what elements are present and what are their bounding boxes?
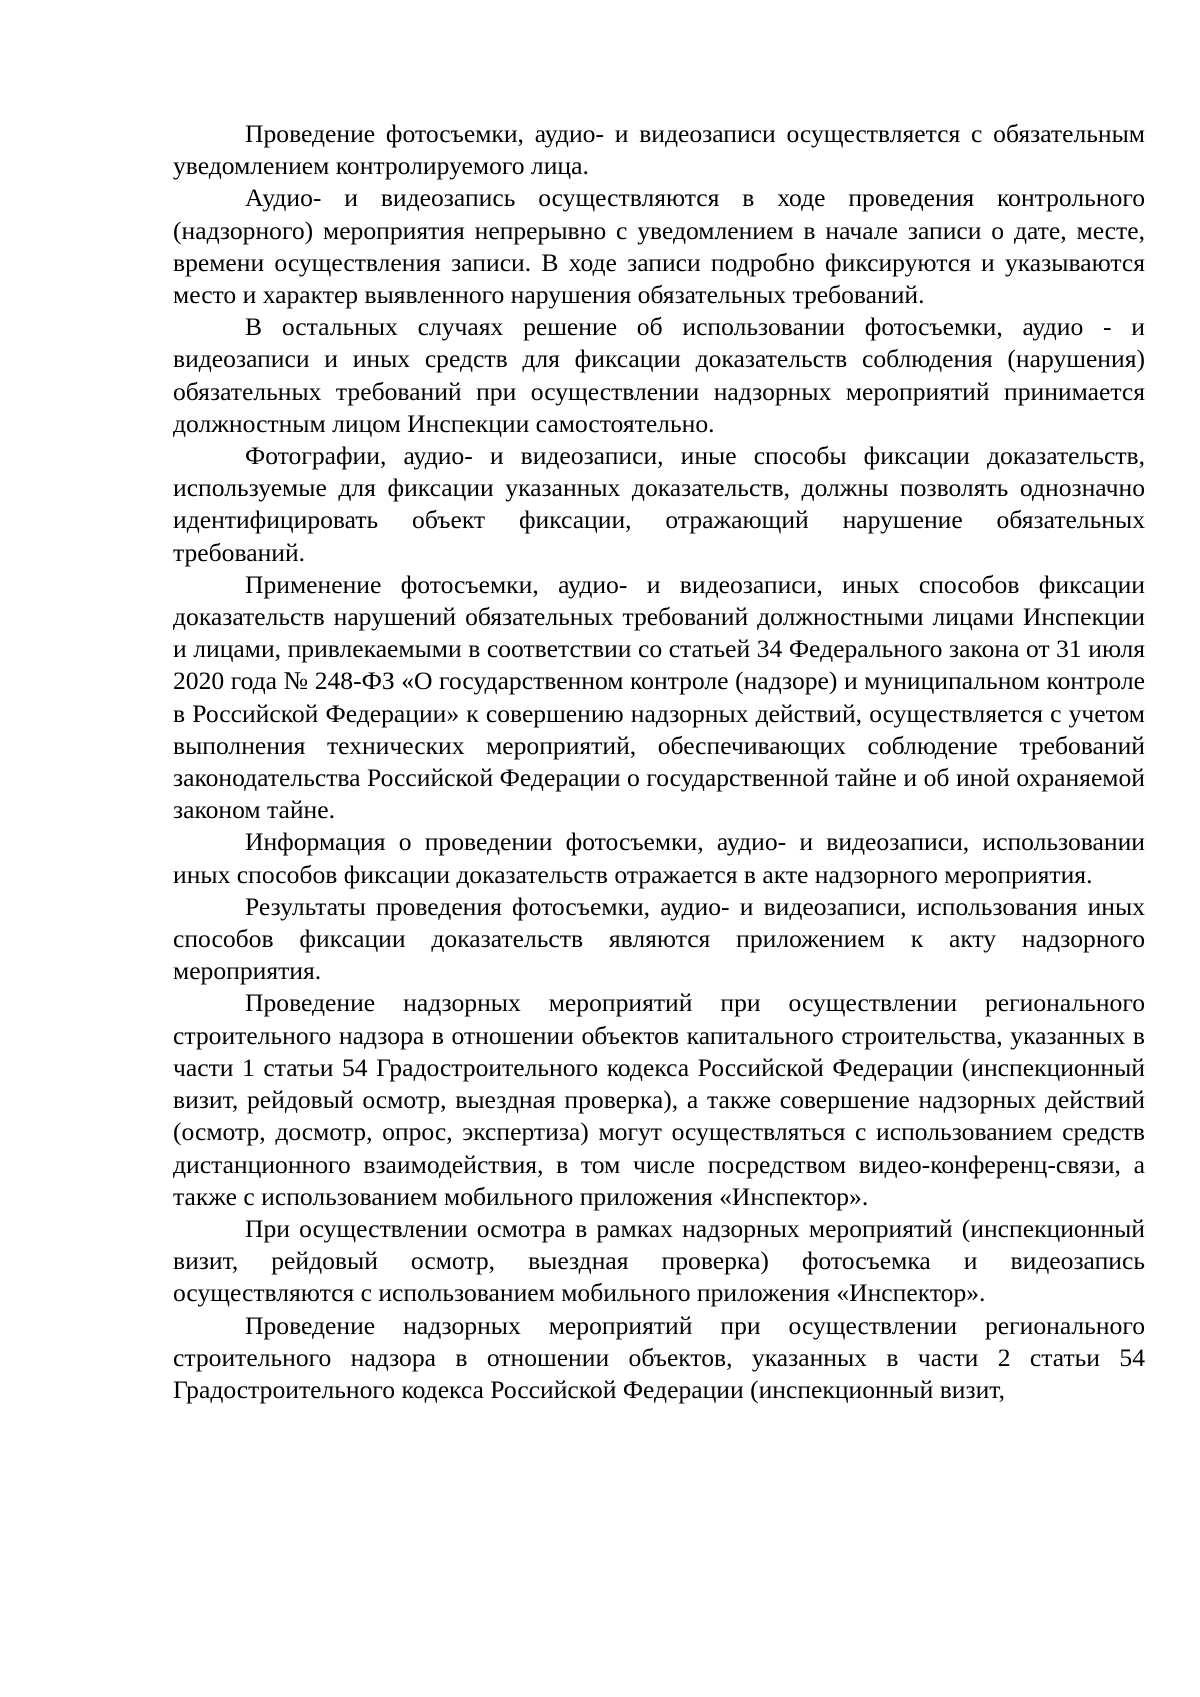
paragraph-results-appendix: Результаты проведения фотосъемки, аудио- и видеозаписи, использования иных способов фиксации доказательств являются приложением к акту надзорного мероприятия. — [173, 891, 1145, 986]
paragraph-notification: Проведение фотосъемки, аудио- и видеозаписи осуществляется с обязательным уведомлением контролируемого лица. — [173, 119, 1145, 181]
paragraph-continuous-recording: Аудио- и видеозапись осуществляются в ходе проведения контрольного (надзорного) мероприятия непрерывно с уведомлением в начале записи о дате, месте, времени осуществления записи. В ходе записи подробно фиксируются и указываются место и характер выявленного нарушения обязательных требований. — [173, 183, 1145, 310]
paragraph-part-two-objects: Проведение надзорных мероприятий при осуществлении регионального строительного надзора в отношении объектов, указанных в части 2 статьи 54 Градостроительного кодекса Российской Федерации (инспекционный визит, — [173, 1310, 1145, 1404]
document-body — [173, 118, 1145, 1406]
paragraph-inspector-app: При осуществлении осмотра в рамках надзорных мероприятий (инспекционный визит, рейдовый осмотр, выездная проверка) фотосъемка и видеозапись осуществляются с использованием мобильного приложения «Инспектор». — [173, 1213, 1145, 1308]
paragraph-other-cases: В остальных случаях решение об использовании фотосъемки, аудио - и видеозаписи и иных средств для фиксации доказательств соблюдения (нарушения) обязательных требований при осуществлении надзорных мероприятий принимается должностным лицом Инспекции самостоятельно. — [173, 312, 1145, 438]
paragraph-identification: Фотографии, аудио- и видеозаписи, иные способы фиксации доказательств, используемые для фиксации указанных доказательств, должны позволять однозначно идентифицировать объект фиксации, отражающий нарушение обязательных требований. — [173, 441, 1145, 567]
paragraph-act-information: Информация о проведении фотосъемки, аудио- и видеозаписи, использовании иных способов фиксации доказательств отражается в акте надзорного мероприятия. — [173, 827, 1145, 889]
paragraph-remote-interaction: Проведение надзорных мероприятий при осуществлении регионального строительного надзора в отношении объектов капитального строительства, указанных в части 1 статьи 54 Градостроительного кодекса Российской Федерации (инспекционный визит, рейдовый осмотр, выездная проверка), а также совершение надзорных действий (осмотр, досмотр, опрос, экспертиза) могут осуществляться с использованием средств дистанционного взаимодействия, в том числе посредством видео-конференц-связи, а также с использованием мобильного приложения «Инспектор». — [173, 988, 1145, 1211]
paragraph-state-secret: Применение фотосъемки, аудио- и видеозаписи, иных способов фиксации доказательств нарушений обязательных требований должностными лицами Инспекции и лицами, привлекаемыми в соответствии со статьей 34 Федерального закона от 31 июля 2020 года № 248-ФЗ «О государственном контроле (надзоре) и муниципальном контроле в Российской Федерации» к совершению надзорных действий, осуществляется с учетом выполнения технических мероприятий, обеспечивающих соблюдение требований законодательства Российской Федерации о государственной тайне и об иной охраняемой законом тайне. — [173, 569, 1145, 825]
